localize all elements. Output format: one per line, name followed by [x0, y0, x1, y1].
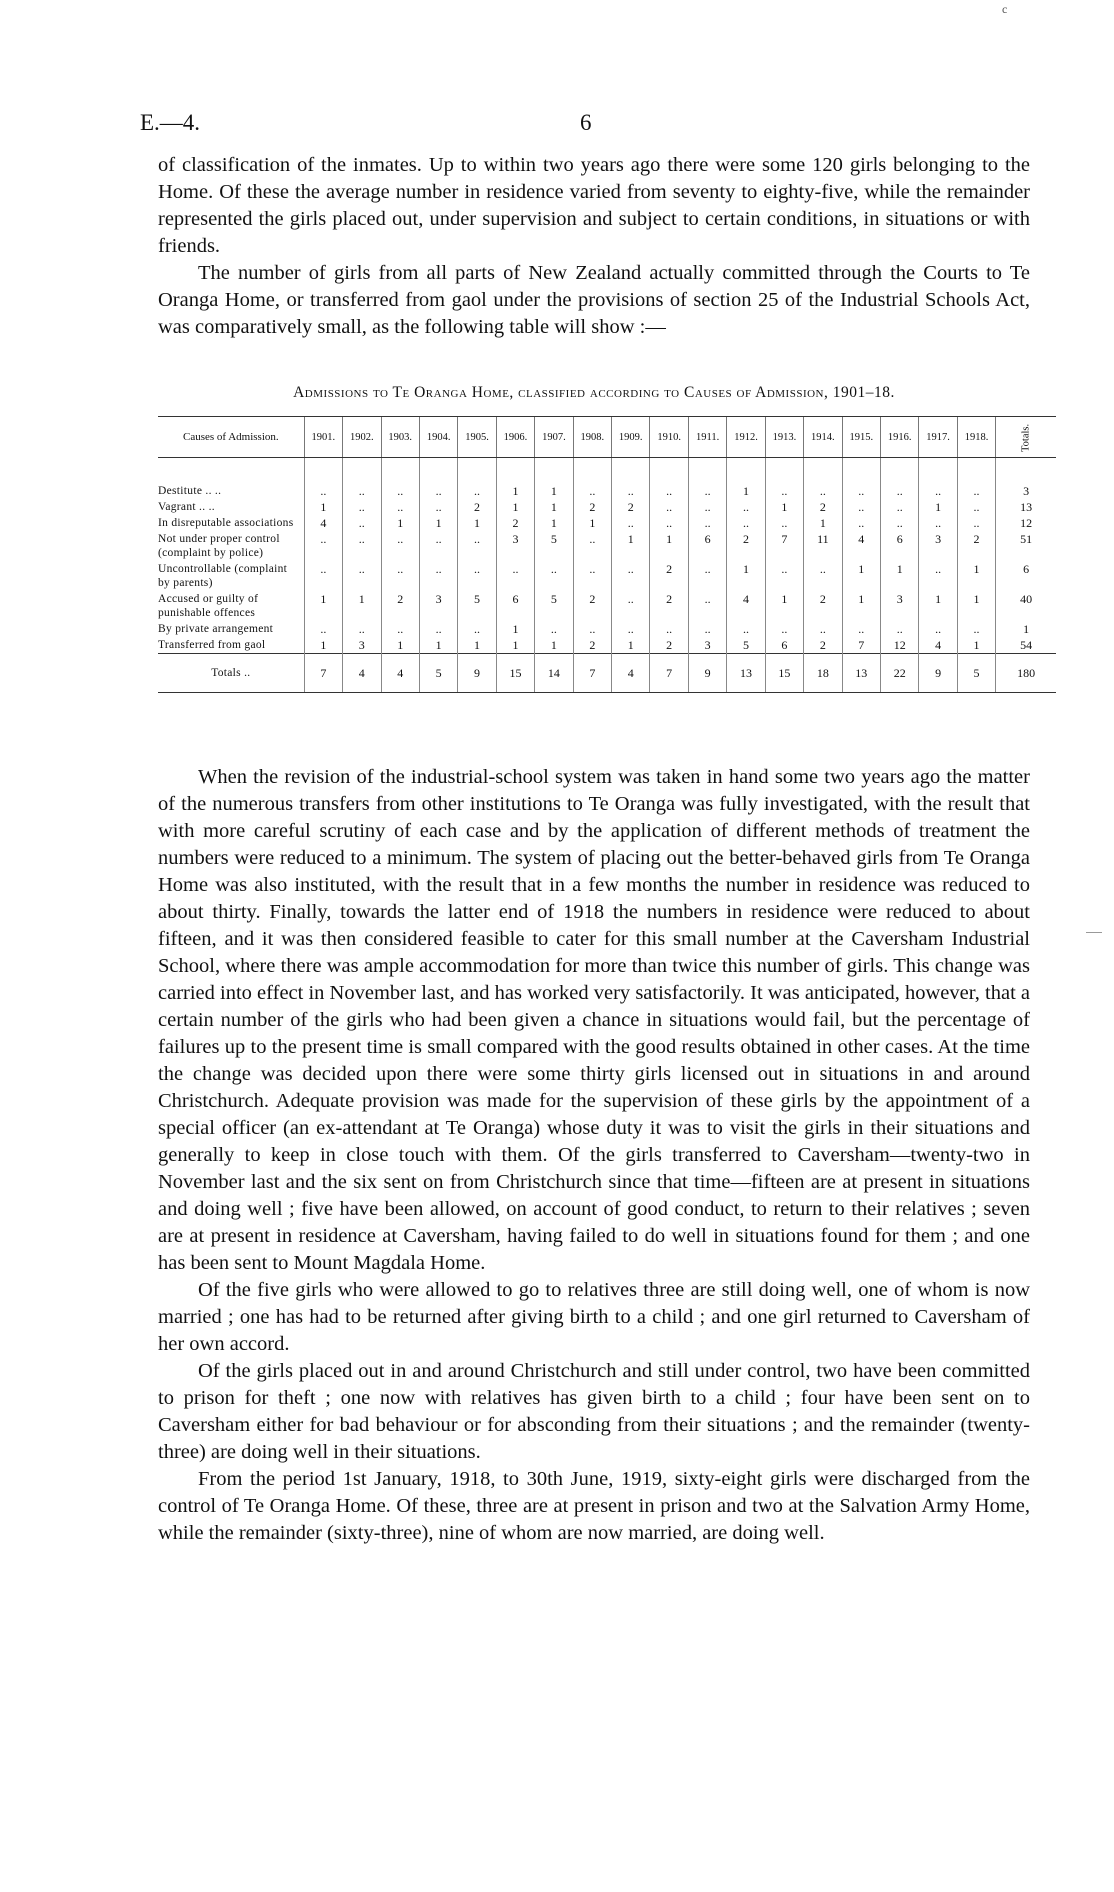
value-cell: 1 [304, 637, 342, 654]
paragraph: of classification of the inmates. Up to within two years ago there were some 120 girls belonging to the Home. Of these the average number in residence varied from seventy to eighty-five, while the remainder represented the girls placed out, under supervision and subject to certain conditions, in situations or with friends. [158, 154, 1030, 257]
header-year: 1916. [880, 417, 918, 458]
value-cell: .. [343, 499, 381, 515]
value-cell: 11 [804, 531, 842, 561]
value-cell: 2 [804, 591, 842, 621]
value-cell: 3 [343, 637, 381, 654]
value-cell: .. [419, 531, 457, 561]
value-cell: 5 [458, 591, 496, 621]
value-cell: .. [765, 458, 803, 500]
table-header-row [158, 417, 1056, 458]
row-total-cell: 40 [996, 591, 1056, 621]
value-cell: 1 [957, 561, 995, 591]
table-title: Admissions to Te Oranga Home, classified according to Causes of Admission, 1901–18. [293, 384, 895, 401]
value-cell: .. [304, 458, 342, 500]
value-cell: 1 [842, 591, 880, 621]
table-row [158, 531, 1056, 561]
header-cause: Causes of Admission. [158, 417, 304, 458]
value-cell: 7 [304, 654, 342, 693]
value-cell: 1 [765, 591, 803, 621]
value-cell: .. [381, 458, 419, 500]
value-cell: 7 [765, 531, 803, 561]
admissions-table-wrapper [158, 416, 1056, 693]
value-cell: 1 [381, 515, 419, 531]
value-cell: .. [842, 515, 880, 531]
value-cell: 2 [573, 499, 611, 515]
cause-cell: Transferred from gaol [158, 639, 266, 651]
value-cell: 1 [919, 591, 957, 621]
table-row [158, 561, 1056, 591]
header-year: 1918. [957, 417, 995, 458]
cause-cell: In disreputable associations [158, 517, 294, 529]
value-cell: 1 [535, 499, 573, 515]
value-cell: .. [419, 561, 457, 591]
cause-cell: Vagrant .. .. [158, 501, 215, 513]
value-cell: 2 [381, 591, 419, 621]
value-cell: .. [688, 591, 726, 621]
value-cell: 4 [727, 591, 765, 621]
value-cell: 6 [688, 531, 726, 561]
value-cell: 9 [688, 654, 726, 693]
value-cell: .. [612, 561, 650, 591]
table-body [158, 458, 1056, 693]
value-cell: .. [573, 531, 611, 561]
paragraph: When the revision of the industrial-school system was taken in hand some two years ago the matter of the numerous transfers from other institutions to Te Oranga was fully investigated, with the result that with more careful scrutiny of each case and by the application of different methods of treatment the numbers were reduced to a minimum. The system of placing out the better-behaved girls from Te Oranga Home was also instituted, with the result that in a few months the number in residence was reduced to about thirty. Finally, towards the latter end of 1918 the numbers in residence were reduced to about fifteen, and it was then considered feasible to cater for this small number at the Caversham Industrial School, where there was ample accommodation for more than twice this number of girls. This change was carried into effect in November last, and has worked very satisfactorily. It was anticipated, however, that a certain number of the girls who had been given a chance in situations would fail, but the percentage of failures up to the present time is small compared with the good results obtained in other cases. At the time the change was decided upon there were some thirty girls licensed out in situations in and around Christchurch. Adequate provision was made for the supervision of these girls by the appointment of a special officer (an ex-attendant at Te Oranga) whose duty it was to visit the girls in their situations and generally to keep in close touch with them. Of the girls transferred to Caversham—twenty-two in November last and the six sent on from Christchurch since that time—fifteen are at present in situations and doing well ; five have been allowed, on account of good conduct, to return to their relatives ; seven are at present in residence at Caversham, having failed to do well in situations found for them ; and one has been sent to Mount Magdala Home. [158, 766, 1030, 1274]
cause-cell: Uncontrollable (complaint by parents) [158, 563, 288, 589]
value-cell: .. [381, 499, 419, 515]
value-cell: 1 [496, 499, 534, 515]
value-cell: 2 [650, 561, 688, 591]
row-total-cell: 51 [996, 531, 1056, 561]
value-cell: .. [381, 531, 419, 561]
header-year: 1908. [573, 417, 611, 458]
value-cell: .. [419, 458, 457, 500]
value-cell: .. [381, 561, 419, 591]
value-cell: 13 [842, 654, 880, 693]
value-cell: 2 [804, 637, 842, 654]
value-cell: .. [688, 621, 726, 637]
value-cell: 9 [919, 654, 957, 693]
value-cell: .. [458, 531, 496, 561]
value-cell: 1 [957, 637, 995, 654]
cause-cell: Not under proper control (complaint by police) [158, 533, 280, 559]
value-cell: 15 [765, 654, 803, 693]
value-cell: .. [842, 499, 880, 515]
value-cell: 2 [804, 499, 842, 515]
value-cell: 1 [304, 499, 342, 515]
value-cell: 5 [535, 531, 573, 561]
paragraph: Of the girls placed out in and around Christchurch and still under control, two have been committed to prison for theft ; one now with relatives has given birth to a child ; four have been sent on to Caversham either for bad behaviour or for absconding from their situations ; and the remainder (twenty-three) are doing well in their situations. [158, 1360, 1030, 1463]
value-cell: 3 [919, 531, 957, 561]
value-cell: .. [458, 458, 496, 500]
value-cell: 2 [650, 637, 688, 654]
value-cell: .. [343, 515, 381, 531]
value-cell: 1 [343, 591, 381, 621]
header-year: 1903. [381, 417, 419, 458]
value-cell: 1 [880, 561, 918, 591]
page-header [140, 110, 1040, 144]
value-cell: .. [612, 621, 650, 637]
header-year: 1915. [842, 417, 880, 458]
value-cell: 14 [535, 654, 573, 693]
corner-mark: c [1002, 2, 1008, 16]
value-cell: .. [458, 621, 496, 637]
header-year: 1902. [343, 417, 381, 458]
value-cell: 5 [727, 637, 765, 654]
header-year: 1907. [535, 417, 573, 458]
value-cell: 1 [496, 621, 534, 637]
totals-row [158, 654, 1056, 693]
value-cell: 7 [650, 654, 688, 693]
value-cell: .. [612, 515, 650, 531]
value-cell: 2 [573, 591, 611, 621]
value-cell: 18 [804, 654, 842, 693]
value-cell: .. [842, 621, 880, 637]
value-cell: .. [573, 561, 611, 591]
value-cell: .. [419, 621, 457, 637]
value-cell: .. [688, 499, 726, 515]
value-cell: .. [419, 499, 457, 515]
row-total-cell: 1 [996, 621, 1056, 637]
value-cell: 3 [880, 591, 918, 621]
table-row [158, 515, 1056, 531]
value-cell: 1 [612, 637, 650, 654]
value-cell: 1 [842, 561, 880, 591]
cause-cell: By private arrangement [158, 623, 274, 635]
value-cell: .. [919, 621, 957, 637]
value-cell: .. [304, 561, 342, 591]
value-cell: .. [957, 499, 995, 515]
value-cell: 15 [496, 654, 534, 693]
value-cell: .. [804, 561, 842, 591]
cause-cell: Accused or guilty of punishable offences [158, 593, 259, 619]
value-cell: 12 [880, 637, 918, 654]
value-cell: 7 [573, 654, 611, 693]
value-cell: .. [343, 561, 381, 591]
value-cell: 1 [458, 637, 496, 654]
header-year: 1910. [650, 417, 688, 458]
value-cell: .. [343, 621, 381, 637]
row-total-cell: 3 [996, 458, 1056, 500]
value-cell: .. [612, 591, 650, 621]
value-cell: 3 [688, 637, 726, 654]
value-cell: .. [880, 515, 918, 531]
value-cell: .. [880, 499, 918, 515]
value-cell: 1 [957, 591, 995, 621]
row-total-cell: 6 [996, 561, 1056, 591]
header-year: 1911. [688, 417, 726, 458]
value-cell: 2 [573, 637, 611, 654]
paragraph: The number of girls from all parts of New Zealand actually committed through the Courts to Te Oranga Home, or transferred from gaol under the provisions of section 25 of the Industrial Schools Act, was comparatively small, as the following table will show :— [158, 262, 1030, 338]
value-cell: .. [727, 515, 765, 531]
admissions-table [158, 416, 1056, 693]
value-cell: 1 [381, 637, 419, 654]
value-cell: 1 [419, 515, 457, 531]
value-cell: .. [919, 561, 957, 591]
row-total-cell: 12 [996, 515, 1056, 531]
value-cell: .. [957, 515, 995, 531]
table-row [158, 458, 1056, 500]
cause-cell: Destitute .. .. [158, 485, 222, 497]
header-year: 1917. [919, 417, 957, 458]
value-cell: .. [919, 458, 957, 500]
value-cell: .. [304, 531, 342, 561]
value-cell: 1 [535, 515, 573, 531]
value-cell: 4 [304, 515, 342, 531]
value-cell: 1 [765, 499, 803, 515]
value-cell: 6 [496, 591, 534, 621]
value-cell: 4 [842, 531, 880, 561]
value-cell: 2 [612, 499, 650, 515]
value-cell: 4 [381, 654, 419, 693]
value-cell: .. [727, 621, 765, 637]
value-cell: .. [765, 561, 803, 591]
value-cell: .. [804, 621, 842, 637]
paragraph: Of the five girls who were allowed to go to relatives three are still doing well, one of whom is now married ; one has had to be returned after giving birth to a child ; and one girl returned to Caversham of her own accord. [158, 1279, 1030, 1355]
value-cell: 1 [535, 637, 573, 654]
value-cell: 1 [650, 531, 688, 561]
value-cell: 1 [419, 637, 457, 654]
value-cell: .. [842, 458, 880, 500]
value-cell: 1 [804, 515, 842, 531]
value-cell: 6 [880, 531, 918, 561]
value-cell: 13 [727, 654, 765, 693]
totals-label: Totals .. [158, 654, 304, 693]
value-cell: .. [650, 458, 688, 500]
value-cell: .. [804, 458, 842, 500]
value-cell: 4 [343, 654, 381, 693]
value-cell: .. [765, 621, 803, 637]
value-cell: .. [304, 621, 342, 637]
value-cell: 5 [957, 654, 995, 693]
value-cell: .. [612, 458, 650, 500]
value-cell: 3 [419, 591, 457, 621]
header-year: 1909. [612, 417, 650, 458]
value-cell: 2 [458, 499, 496, 515]
value-cell: 1 [727, 561, 765, 591]
value-cell: .. [496, 561, 534, 591]
value-cell: 9 [458, 654, 496, 693]
table-row [158, 499, 1056, 515]
value-cell: 1 [573, 515, 611, 531]
value-cell: 4 [612, 654, 650, 693]
value-cell: .. [535, 621, 573, 637]
margin-mark [1086, 932, 1102, 933]
header-totals: Totals. [996, 417, 1056, 458]
value-cell: .. [880, 458, 918, 500]
table-row [158, 591, 1056, 621]
body-text-before-table [158, 152, 1030, 341]
value-cell: 5 [535, 591, 573, 621]
value-cell: .. [650, 499, 688, 515]
value-cell: .. [381, 621, 419, 637]
value-cell: 2 [957, 531, 995, 561]
value-cell: .. [880, 621, 918, 637]
value-cell: 3 [496, 531, 534, 561]
value-cell: 1 [727, 458, 765, 500]
value-cell: .. [343, 458, 381, 500]
value-cell: .. [573, 458, 611, 500]
value-cell: 2 [727, 531, 765, 561]
value-cell: 22 [880, 654, 918, 693]
value-cell: .. [688, 561, 726, 591]
row-total-cell: 54 [996, 637, 1056, 654]
value-cell: .. [688, 515, 726, 531]
value-cell: .. [957, 621, 995, 637]
header-year: 1913. [765, 417, 803, 458]
value-cell: 6 [765, 637, 803, 654]
table-row [158, 621, 1056, 637]
value-cell: 2 [496, 515, 534, 531]
value-cell: .. [919, 515, 957, 531]
value-cell: .. [688, 458, 726, 500]
value-cell: 7 [842, 637, 880, 654]
header-year: 1906. [496, 417, 534, 458]
row-total-cell: 180 [996, 654, 1056, 693]
paragraph: From the period 1st January, 1918, to 30th June, 1919, sixty-eight girls were discharged from the control of Te Oranga Home. Of these, three are at present in prison and two at the Salvation Army Home, while the remainder (sixty-three), nine of whom are now married, are doing well. [158, 1468, 1030, 1544]
body-text-after-table [158, 764, 1030, 1547]
value-cell: .. [765, 515, 803, 531]
value-cell: .. [650, 515, 688, 531]
row-total-cell: 13 [996, 499, 1056, 515]
value-cell: 1 [458, 515, 496, 531]
value-cell: .. [957, 458, 995, 500]
header-year: 1904. [419, 417, 457, 458]
value-cell: 1 [535, 458, 573, 500]
value-cell: .. [573, 621, 611, 637]
value-cell: 5 [419, 654, 457, 693]
header-year: 1914. [804, 417, 842, 458]
value-cell: 1 [496, 637, 534, 654]
value-cell: 2 [650, 591, 688, 621]
value-cell: .. [535, 561, 573, 591]
header-year: 1905. [458, 417, 496, 458]
value-cell: 1 [304, 591, 342, 621]
value-cell: 1 [919, 499, 957, 515]
value-cell: 1 [496, 458, 534, 500]
header-year: 1901. [304, 417, 342, 458]
page-number: 6 [580, 110, 592, 135]
value-cell: 1 [612, 531, 650, 561]
value-cell: .. [727, 499, 765, 515]
value-cell: 4 [919, 637, 957, 654]
table-row [158, 637, 1056, 654]
value-cell: .. [458, 561, 496, 591]
value-cell: .. [343, 531, 381, 561]
header-year: 1912. [727, 417, 765, 458]
document-reference: E.—4. [140, 110, 201, 135]
value-cell: .. [650, 621, 688, 637]
